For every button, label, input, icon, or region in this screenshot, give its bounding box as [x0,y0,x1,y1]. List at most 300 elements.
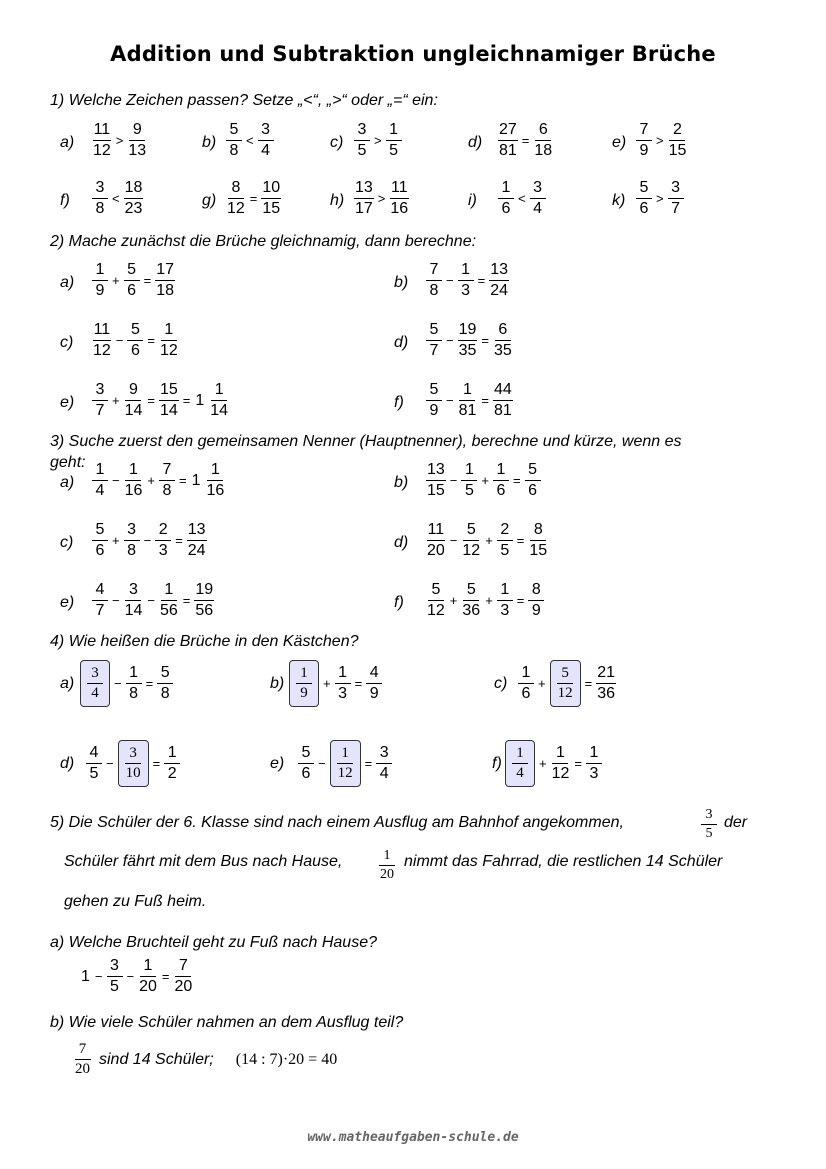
fraction [525,462,541,499]
fraction-denominator: 4 [379,765,389,782]
operator: = [364,756,373,771]
operator: + [485,533,493,548]
item-label: d) [394,334,409,351]
fraction-numerator: 1 [161,322,177,341]
answer-box[interactable] [330,740,361,787]
operator: = [584,676,593,691]
item-label: f) [60,192,70,209]
fraction-denominator: 8 [162,482,172,499]
fraction [124,522,140,559]
comparison-6 [224,180,283,217]
fraction [92,382,108,419]
fraction-denominator: 6 [95,542,105,559]
exercise-3 [424,522,550,559]
fraction-numerator: 1 [512,746,528,764]
fraction [461,522,481,559]
fraction-denominator: 8 [229,142,239,159]
fraction-denominator: 24 [490,282,508,299]
section-5-fraction-bus [699,805,719,841]
fraction-denominator: 6 [130,342,140,359]
fraction-denominator: 7 [671,200,681,217]
item-label: c) [330,134,344,151]
fraction-denominator: 36 [462,602,481,619]
operator: + [147,473,155,488]
fraction-denominator: 15 [529,542,548,559]
fraction-denominator: 9 [300,685,308,701]
fraction [335,665,351,702]
fraction-denominator: 18 [156,282,174,299]
fraction-numerator: 10 [261,180,281,199]
fraction [533,122,553,159]
fraction-numerator: 7 [75,1042,91,1060]
fraction [155,262,175,299]
operator: = [574,756,582,771]
fraction-denominator: 15 [427,482,445,499]
section-1-heading: 1) Welche Zeichen passen? Setze „<“, „>“ oder „=“ ein: [50,92,438,109]
fraction-denominator: 20 [427,542,445,559]
fraction-denominator: 9 [639,142,649,159]
operator: = [147,393,155,408]
fraction-numerator: 4 [92,582,108,601]
operator: = [147,333,155,348]
fraction-denominator: 5 [705,826,713,841]
fraction-numerator: 1 [459,382,475,401]
fraction-numerator: 19 [194,582,214,601]
item-label: c) [60,334,74,351]
operator: − [446,333,454,348]
fraction-numerator: 3 [668,180,684,199]
fraction-numerator: 9 [129,122,145,141]
operator: − [318,756,326,771]
operator: − [449,473,458,488]
fraction-numerator: 1 [497,582,513,601]
comparison-1 [224,122,276,159]
comparison-sign: < [518,191,526,206]
exercise-2 [90,322,181,359]
fraction-numerator: 1 [586,745,602,764]
fraction-denominator: 7 [95,602,105,619]
fraction-numerator: 3 [125,582,141,601]
fraction [458,322,478,359]
operator: + [449,593,458,608]
fraction [493,322,513,359]
fraction [296,666,312,701]
fraction-numerator: 9 [125,382,141,401]
comparison-3 [496,122,555,159]
fraction [458,382,478,419]
fraction [138,958,158,995]
fraction [127,322,143,359]
fraction [226,180,246,217]
fraction-numerator: 17 [155,262,175,281]
fraction-denominator: 12 [337,765,353,781]
fraction [194,582,214,619]
fraction-denominator: 16 [390,200,409,217]
fraction-denominator: 24 [187,542,206,559]
operator: = [145,676,154,691]
operator: = [182,393,191,408]
fraction-numerator: 5 [525,462,541,481]
fraction-denominator: 81 [493,402,512,419]
fraction-denominator: 2 [167,765,177,782]
fraction [124,262,140,299]
fraction [426,262,442,299]
fraction-numerator: 1 [296,666,312,684]
operator: − [147,593,155,608]
comparison-5 [90,180,145,217]
fraction-numerator: 5 [127,322,143,341]
fraction-numerator: 1 [379,849,395,866]
fraction-denominator: 9 [429,402,439,419]
item-label: b) [394,274,409,291]
fraction [668,180,684,217]
fraction [426,322,442,359]
operator: = [161,969,170,984]
fraction [107,958,123,995]
exercise-0 [90,262,177,299]
fraction [159,322,179,359]
fraction-numerator: 2 [497,522,513,541]
answer-box[interactable] [80,660,110,707]
fraction [92,322,112,359]
section-4-heading: 4) Wie heißen die Brüche in den Kästchen? [50,633,359,650]
item-label: b) [202,134,217,151]
fraction [92,262,108,299]
fraction-denominator: 5 [464,482,474,499]
fraction-numerator: 5 [463,582,479,601]
exercise-1 [424,462,543,499]
operator: = [175,533,183,548]
fraction [493,382,513,419]
fraction-numerator: 19 [458,322,478,341]
fraction [497,582,513,619]
comparison-sign: > [656,133,664,148]
comparison-sign: < [246,133,254,148]
fraction-numerator: 8 [528,582,544,601]
fraction-numerator: 4 [366,665,382,684]
answer-box[interactable] [550,660,581,707]
page-title: Addition und Subtraktion ungleichnamiger Brüche [110,42,716,66]
operator: − [94,969,103,984]
fraction [426,462,446,499]
fraction [124,382,144,419]
item-label: f) [394,594,404,611]
fraction-numerator: 3 [92,382,108,401]
fraction-numerator: 5 [124,262,140,281]
fraction [173,958,193,995]
comparison-sign: = [521,133,530,148]
fraction-numerator: 3 [258,122,274,141]
fraction-denominator: 81 [499,142,517,159]
item-label: b) [394,474,409,491]
operator: − [114,676,122,691]
fraction [530,180,546,217]
fraction-denominator: 14 [124,402,143,419]
section-5-line-2-tail: nimmt das Fahrrad, die restlichen 14 Schüler [404,853,723,870]
operator: − [143,533,152,548]
fraction [489,262,509,299]
fraction-numerator: 11 [427,522,446,541]
operator: − [449,533,458,548]
fraction-numerator: 15 [159,382,179,401]
item-label: e) [612,134,627,151]
fraction-denominator: 5 [89,765,99,782]
operator: + [112,273,120,288]
fraction-numerator: 7 [175,958,191,977]
whole-number: 1 [191,471,201,489]
answer-box[interactable] [118,740,149,787]
fraction [586,745,602,782]
fraction-denominator: 16 [124,482,143,499]
item-label: e) [60,394,75,411]
operator: = [512,473,521,488]
comparison-sign: > [374,133,382,148]
fraction-denominator: 20 [380,867,394,882]
section-5-line-1-tail: der [724,814,748,831]
fraction-numerator: 1 [140,958,156,977]
fraction-numerator: 1 [461,462,477,481]
fraction-denominator: 56 [195,602,214,619]
fraction-denominator: 6 [127,282,137,299]
fraction-denominator: 8 [95,200,105,217]
fraction [157,665,173,702]
fraction [354,122,370,159]
fraction [258,122,274,159]
operator: = [354,676,363,691]
fraction-denominator: 9 [369,685,379,702]
fraction-numerator: 1 [161,582,177,601]
fraction-numerator: 6 [495,322,511,341]
fraction [426,522,446,559]
fraction-denominator: 6 [639,200,649,217]
box-exercise-2 [516,660,618,707]
exercise-3 [424,322,515,359]
fraction-numerator: 1 [335,665,351,684]
operator: + [323,676,331,691]
fraction-denominator: 12 [462,542,481,559]
answer-box[interactable] [505,740,535,787]
fraction-denominator: 8 [429,282,439,299]
fraction [636,180,652,217]
fraction-denominator: 3 [461,282,471,299]
operator: = [178,473,187,488]
section-5-question-b: b) Wie viele Schüler nahmen an dem Ausflug teil? [50,1014,404,1031]
exercise-4 [90,582,216,619]
fraction-denominator: 8 [160,685,170,702]
fraction [426,582,446,619]
section-2-heading: 2) Mache zunächst die Brüche gleichnamig, dann berechne: [50,233,477,250]
fraction-denominator: 12 [93,342,111,359]
fraction-denominator: 81 [458,402,477,419]
box-exercise-5 [503,740,604,787]
fraction [366,665,382,702]
fraction-denominator: 3 [589,765,599,782]
item-label: f) [492,755,502,772]
fraction-denominator: 4 [516,765,524,781]
operator: − [112,593,120,608]
fraction-numerator: 27 [498,122,518,141]
answer-box[interactable] [289,660,319,707]
fraction [518,665,534,702]
fraction [426,382,442,419]
fraction-numerator: 1 [92,262,108,281]
section-5-fraction-bike [377,846,397,882]
item-label: f) [394,394,404,411]
fraction [354,180,374,217]
fraction [187,522,207,559]
fraction-numerator: 1 [164,745,180,764]
fraction [159,382,179,419]
whole-number: 1 [195,391,205,409]
fraction-numerator: 3 [376,745,392,764]
fraction [226,122,242,159]
fraction-denominator: 6 [301,765,311,782]
box-exercise-3 [84,740,182,787]
comparison-sign: < [112,191,120,206]
item-label: e) [270,755,285,772]
fraction-denominator: 16 [206,482,225,499]
fraction-numerator: 5 [298,745,314,764]
fraction [386,122,402,159]
fraction-numerator: 8 [530,522,546,541]
fraction-denominator: 13 [128,142,147,159]
fraction [92,582,108,619]
fraction-numerator: 1 [498,180,514,199]
fraction-denominator: 35 [458,342,477,359]
operator: = [182,593,191,608]
item-label: k) [612,192,626,209]
fraction-denominator: 4 [533,200,543,217]
fraction-denominator: 6 [501,200,511,217]
fraction [668,122,688,159]
fraction [159,462,175,499]
item-label: i) [468,192,477,209]
exercise-4 [90,382,231,419]
operator: = [143,273,152,288]
comparison-sign: = [249,191,258,206]
item-label: e) [60,594,75,611]
operator: + [538,676,546,691]
fraction-numerator: 44 [493,382,513,401]
fraction-numerator: 21 [596,665,616,684]
fraction-denominator: 5 [110,978,119,995]
fraction-denominator: 10 [125,765,141,781]
fraction-denominator: 4 [95,482,105,499]
fraction-denominator: 4 [261,142,271,159]
fraction [92,180,108,217]
fraction [164,745,180,782]
item-label: d) [60,755,75,772]
fraction-numerator: 1 [386,122,402,141]
answer-b-text: sind 14 Schüler; [99,1050,214,1068]
fraction-numerator: 3 [92,180,108,199]
comparison-sign: > [656,191,664,206]
item-label: d) [468,134,483,151]
fraction [92,462,108,499]
fraction-denominator: 12 [557,685,573,701]
fraction [636,122,652,159]
item-label: c) [494,675,508,692]
fraction [205,462,225,499]
fraction [461,462,477,499]
fraction-numerator: 5 [557,666,573,684]
fraction [497,522,513,559]
comparison-2 [352,122,404,159]
comparison-7 [352,180,411,217]
answer-b-calculation: (14 : 7)·20 = 40 [235,1050,338,1068]
fraction-numerator: 2 [155,522,171,541]
fraction-denominator: 5 [357,142,367,159]
fraction-numerator: 3 [354,122,370,141]
fraction-denominator: 5 [500,542,510,559]
fraction [124,180,144,217]
fraction-numerator: 1 [125,462,141,481]
whole-number: 1 [81,967,90,985]
section-5-line-3: gehen zu Fuß heim. [64,893,207,910]
fraction [124,462,144,499]
fraction-numerator: 5 [426,382,442,401]
fraction-denominator: 20 [139,978,157,995]
fraction-numerator: 6 [535,122,551,141]
item-label: g) [202,192,217,209]
fraction [551,745,571,782]
fraction-numerator: 5 [226,122,242,141]
fraction-numerator: 13 [489,262,509,281]
fraction-denominator: 6 [528,482,538,499]
fraction-denominator: 35 [493,342,512,359]
fraction [261,180,281,217]
fraction-numerator: 5 [636,180,652,199]
fraction-numerator: 1 [518,665,534,684]
operator: − [112,473,120,488]
operator: + [112,393,120,408]
operator: = [481,333,489,348]
fraction-numerator: 3 [530,180,546,199]
fraction-numerator: 1 [211,382,227,401]
fraction-denominator: 4 [91,685,99,701]
fraction [528,522,548,559]
fraction-numerator: 3 [701,808,717,825]
fraction [389,180,409,217]
fraction [376,745,392,782]
exercise-0 [90,462,227,499]
operator: + [112,533,120,548]
fraction-denominator: 18 [534,142,553,159]
fraction [92,522,108,559]
fraction-numerator: 11 [93,122,112,141]
fraction-denominator: 3 [500,602,510,619]
comparison-4 [634,122,689,159]
fraction-numerator: 3 [87,666,103,684]
box-exercise-4 [296,740,394,787]
fraction [498,180,514,217]
fraction-numerator: 3 [125,746,141,764]
fraction-numerator: 7 [159,462,175,481]
section-5-line-2: Schüler fährt mit dem Bus nach Hause, [64,853,343,870]
box-exercise-1 [287,660,384,707]
operator: − [115,333,124,348]
fraction [87,666,103,701]
comparison-9 [634,180,686,217]
fraction-numerator: 13 [354,180,374,199]
fraction [159,582,179,619]
comparison-sign: > [377,191,386,206]
fraction-denominator: 3 [338,685,348,702]
exercise-1 [424,262,511,299]
fraction-numerator: 5 [92,522,108,541]
fraction [512,746,528,781]
section-3-heading-cont: geht: [50,454,86,471]
